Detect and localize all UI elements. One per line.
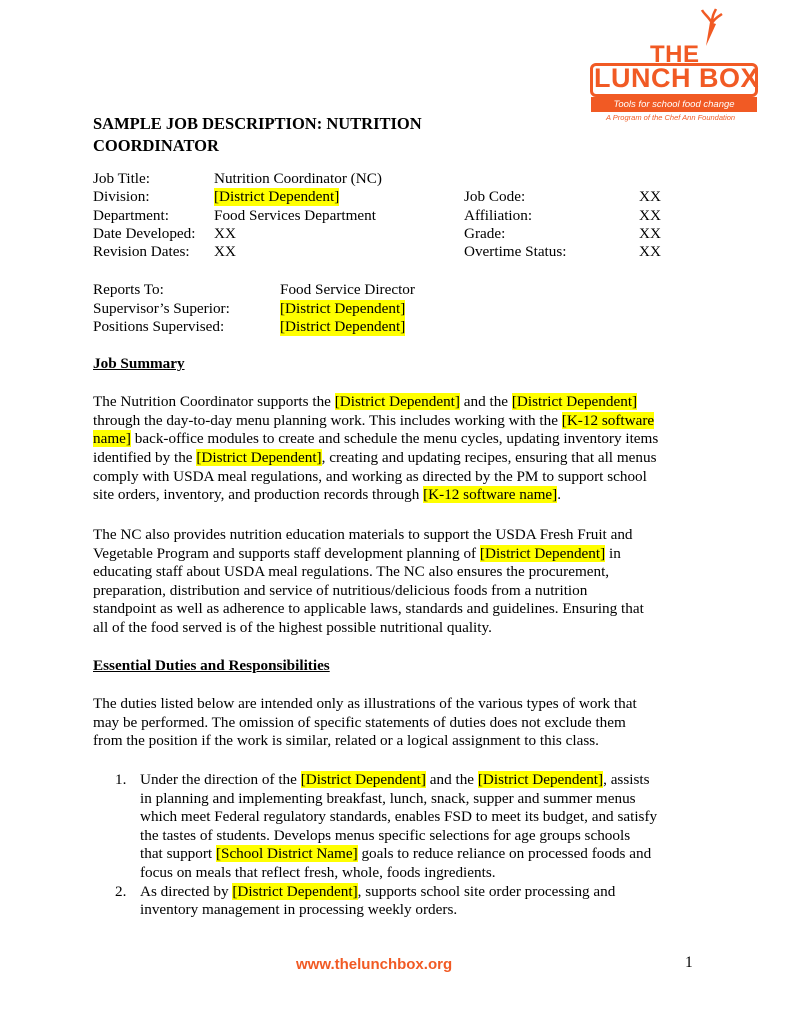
text-line: preparation, distribution and service of nutritious/delicious foods from a nutrition bbox=[93, 582, 588, 599]
text: The Nutrition Coordinator supports the bbox=[93, 393, 335, 410]
placeholder-highlight: [K-12 software bbox=[561, 412, 655, 429]
document-title: SAMPLE JOB DESCRIPTION: NUTRITION COORDINATOR bbox=[93, 114, 422, 155]
text: , assists bbox=[603, 771, 650, 788]
placeholder-highlight: [District Dependent] bbox=[477, 771, 604, 788]
text: through the day-to-day menu planning work. This includes working with the bbox=[93, 412, 562, 429]
text: that support bbox=[140, 845, 216, 862]
text-line bbox=[93, 486, 561, 504]
placeholder-highlight: [District Dependent] bbox=[479, 545, 606, 562]
footer-website-link[interactable]: www.thelunchbox.org bbox=[296, 956, 453, 973]
job-summary-heading: Job Summary bbox=[93, 355, 185, 372]
text-line bbox=[93, 449, 656, 467]
list-number: 1. bbox=[115, 771, 127, 788]
field-value: Food Services Department bbox=[214, 207, 376, 224]
text-line: inventory management in processing weekly orders. bbox=[140, 901, 458, 918]
text-line: The duties listed below are intended only as illustrations of the various types of work that bbox=[93, 695, 637, 712]
list-number: 2. bbox=[115, 883, 127, 900]
text-line: all of the food served is of the highest possible nutritional quality. bbox=[93, 619, 492, 636]
field-label: Positions Supervised: bbox=[93, 318, 225, 335]
field-label: Job Code: bbox=[464, 188, 526, 205]
field-label: Job Title: bbox=[93, 170, 150, 187]
placeholder-highlight: name] bbox=[93, 430, 131, 447]
text-line: educating staff about USDA meal regulations. The NC also ensures the procurement, bbox=[93, 563, 610, 580]
logo-tagline: Tools for school food change bbox=[591, 97, 757, 112]
text: and the bbox=[425, 771, 478, 788]
text-line: in planning and implementing breakfast, lunch, snack, supper and summer menus bbox=[140, 790, 636, 807]
field-value: Nutrition Coordinator (NC) bbox=[214, 170, 382, 187]
text-line: focus on meals that reflect fresh, whole, foods ingredients. bbox=[140, 864, 496, 881]
text: Vegetable Program and supports staff development planning of bbox=[93, 545, 480, 562]
field-label: Supervisor’s Superior: bbox=[93, 300, 230, 317]
text-line: from the position if the work is similar, related or a logical assignment to this class. bbox=[93, 732, 599, 749]
text: . bbox=[557, 486, 562, 503]
text: identified by the bbox=[93, 449, 197, 466]
field-value: XX bbox=[639, 243, 661, 260]
placeholder-highlight: [District Dependent] bbox=[300, 771, 426, 788]
placeholder-highlight: [K-12 software name] bbox=[423, 486, 558, 503]
field-label: Division: bbox=[93, 188, 150, 205]
field-value: XX bbox=[214, 225, 236, 242]
text-line bbox=[93, 545, 621, 563]
field-value: XX bbox=[639, 225, 661, 242]
lunchbox-logo bbox=[578, 8, 778, 123]
text-line: comply with USDA meal regulations, and working as directed by the PM to support school bbox=[93, 468, 647, 485]
field-label: Date Developed: bbox=[93, 225, 196, 242]
text-line bbox=[140, 771, 650, 789]
text: in bbox=[605, 545, 621, 562]
field-value: [District Dependent] bbox=[280, 318, 406, 335]
text-line bbox=[140, 845, 651, 863]
duties-heading: Essential Duties and Responsibilities bbox=[93, 657, 330, 674]
field-value: Food Service Director bbox=[280, 281, 415, 298]
text: , creating and updating recipes, ensuring that all menus bbox=[321, 449, 657, 466]
placeholder-highlight: [District Dependent] bbox=[232, 883, 358, 900]
field-value: [District Dependent] bbox=[214, 188, 340, 205]
text: Under the direction of the bbox=[140, 771, 301, 788]
text-line bbox=[93, 412, 654, 430]
logo-the: THE bbox=[650, 41, 700, 68]
placeholder-highlight: [District Dependent] bbox=[196, 449, 322, 466]
text: goals to reduce reliance on processed foods and bbox=[357, 845, 652, 862]
text: back-office modules to create and schedule the menu cycles, updating inventory items bbox=[130, 430, 659, 447]
text: , supports school site order processing and bbox=[357, 883, 616, 900]
text-line: may be performed. The omission of specific statements of duties does not exclude them bbox=[93, 714, 626, 731]
logo-main-text: LUNCH BOX bbox=[594, 63, 759, 93]
text: As directed by bbox=[140, 883, 233, 900]
placeholder-highlight: [District Dependent] bbox=[334, 393, 460, 410]
field-value: XX bbox=[639, 207, 661, 224]
field-value: [District Dependent] bbox=[280, 300, 406, 317]
text-line: which meet Federal regulatory standards, enables FSD to meet its budget, and satisfy bbox=[140, 808, 658, 825]
text: and the bbox=[459, 393, 512, 410]
placeholder-highlight: [School District Name] bbox=[215, 845, 358, 862]
field-value: XX bbox=[214, 243, 236, 260]
text-line: standpoint as well as adherence to applicable laws, standards and guidelines. Ensuring that bbox=[93, 600, 644, 617]
placeholder-highlight: [District Dependent] bbox=[511, 393, 638, 410]
field-value: XX bbox=[639, 188, 661, 205]
field-label: Grade: bbox=[464, 225, 506, 242]
text-line bbox=[93, 430, 658, 448]
text: site orders, inventory, and production records through bbox=[93, 486, 424, 503]
text-line: the tastes of students. Develops menus specific selections for age groups schools bbox=[140, 827, 631, 844]
field-label: Overtime Status: bbox=[464, 243, 567, 260]
field-label: Reports To: bbox=[93, 281, 164, 298]
logo-subtitle: A Program of the Chef Ann Foundation bbox=[606, 113, 736, 122]
text-line bbox=[93, 393, 637, 411]
text-line: The NC also provides nutrition education materials to support the USDA Fresh Fruit and bbox=[93, 526, 633, 543]
page-number: 1 bbox=[685, 954, 693, 971]
field-label: Revision Dates: bbox=[93, 243, 190, 260]
text-line bbox=[140, 883, 615, 901]
field-label: Affiliation: bbox=[464, 207, 533, 224]
field-label: Department: bbox=[93, 207, 169, 224]
